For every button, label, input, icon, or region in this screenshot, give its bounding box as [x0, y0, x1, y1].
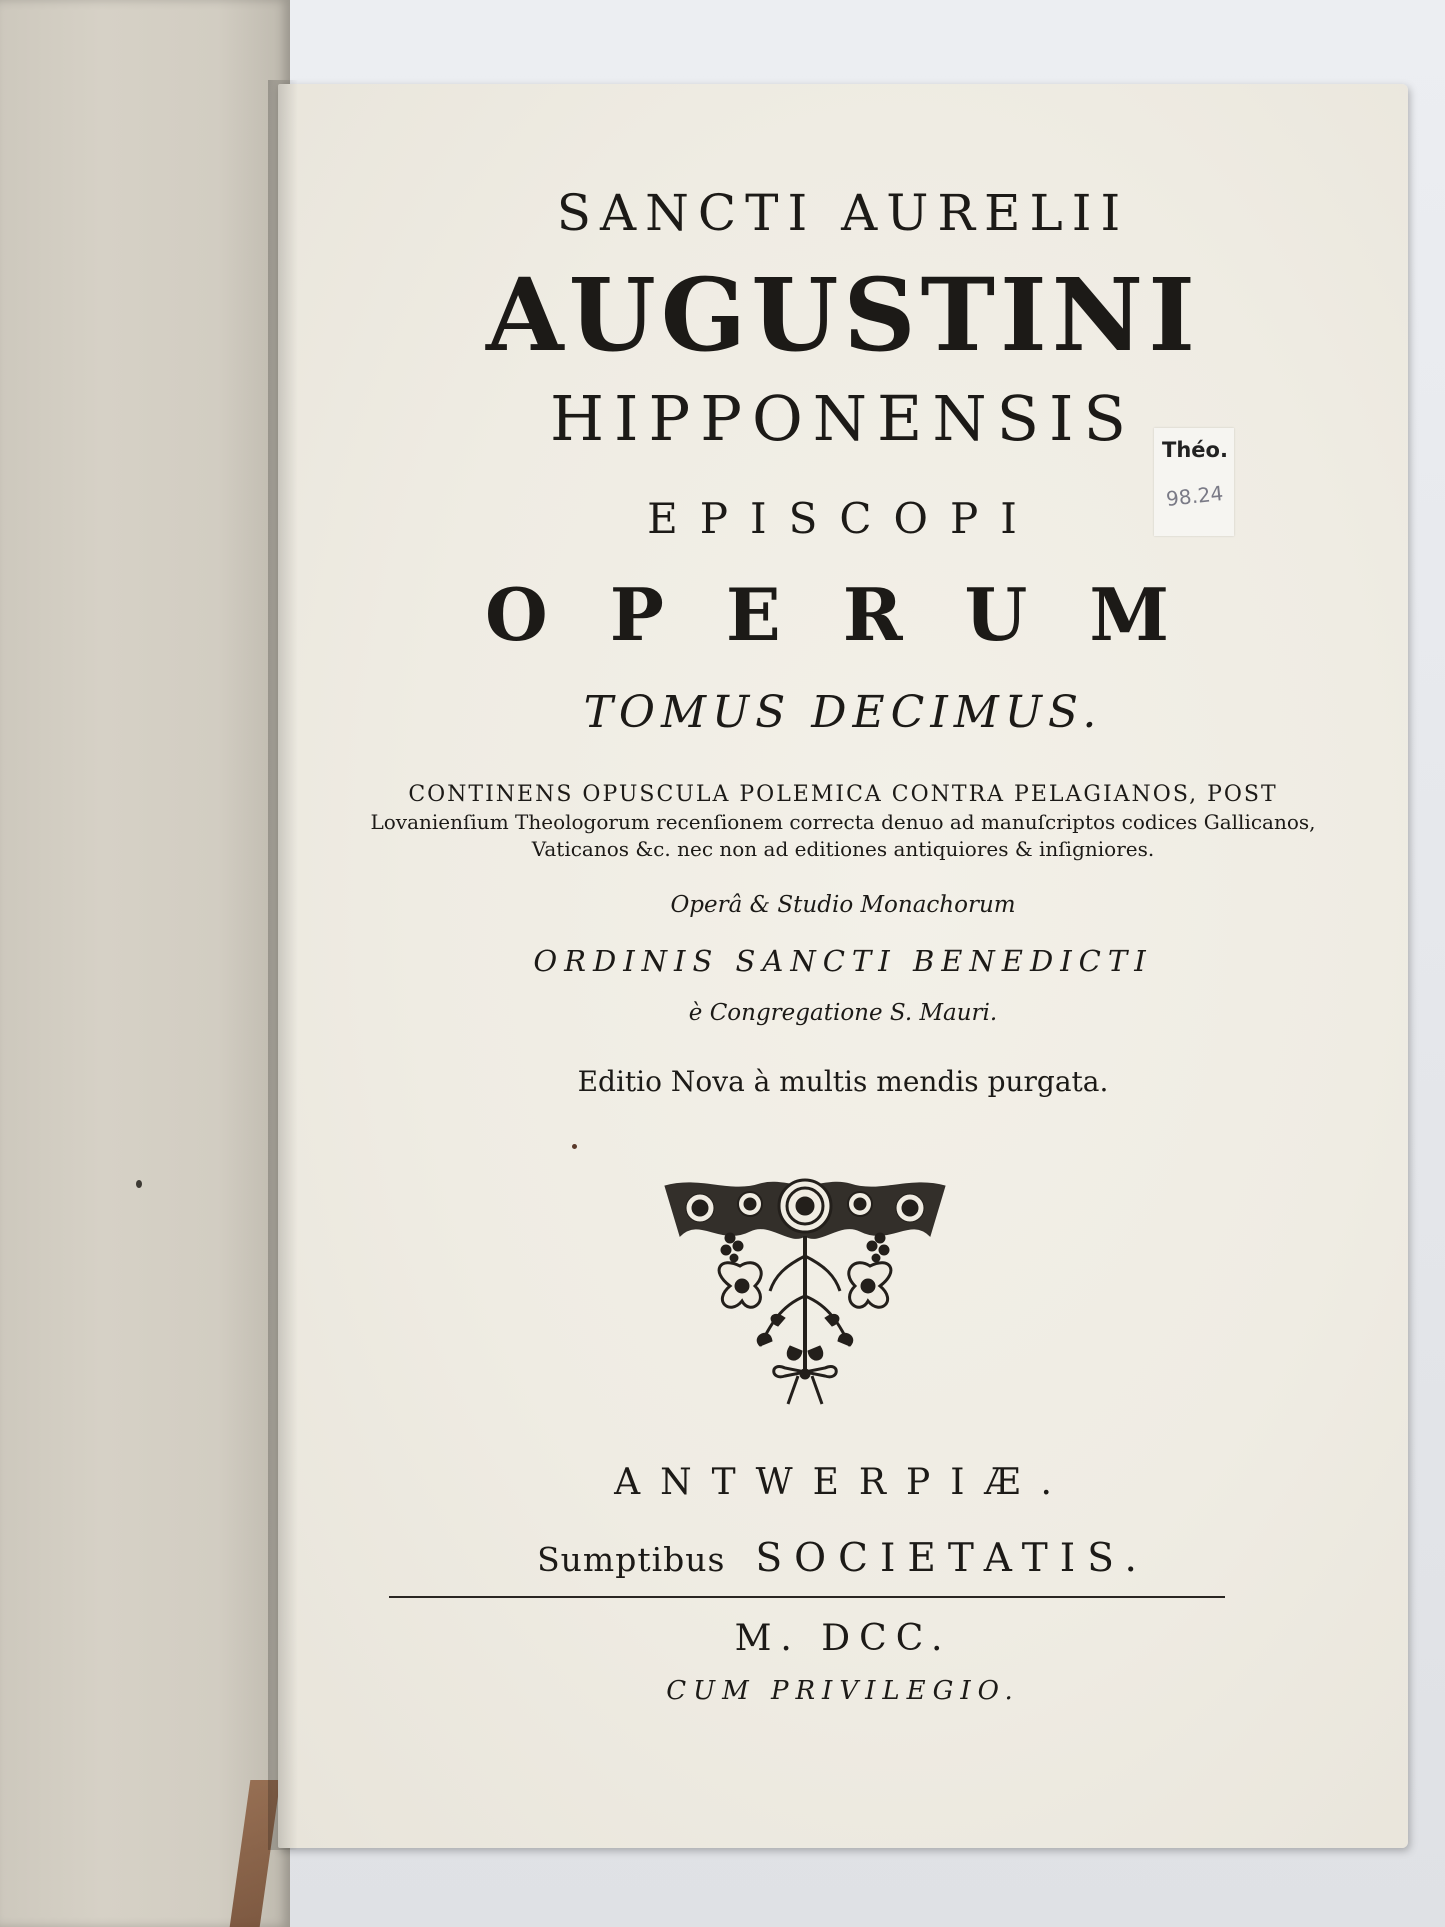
library-shelf-label	[1154, 428, 1234, 536]
edition-line: Editio Nova à multis mendis purgata.	[577, 1065, 1109, 1098]
left-endpaper	[0, 0, 290, 1927]
imprint-rule	[389, 1596, 1225, 1598]
publisher-name: SOCIETATIS.	[755, 1536, 1149, 1581]
imprint-year: M. DCC.	[734, 1618, 952, 1659]
library-label-number: 98.24	[1164, 481, 1225, 511]
title-line-augustini: AUGUSTINI	[486, 256, 1200, 374]
paper-spot	[136, 1180, 142, 1188]
privilege-line: CUM PRIVILEGIO.	[666, 1676, 1020, 1706]
volume-line: TOMUS DECIMUS.	[583, 687, 1103, 738]
order-line: ORDINIS SANCTI BENEDICTI	[533, 944, 1153, 978]
title-line-sancti-aurelii: SANCTI AURELII	[556, 184, 1130, 242]
imprint-place: ANTWERPIÆ.	[614, 1462, 1072, 1503]
gutter-shadow	[268, 80, 298, 1850]
contents-line-3: Vaticanos &c. nec non ad editiones antiquiores & inſigniores.	[531, 837, 1155, 861]
ink-speck	[572, 1144, 577, 1149]
opera-line: Operâ & Studio Monachorum	[670, 892, 1016, 918]
imprint-publisher	[278, 1536, 1408, 1581]
title-line-episcopi: EPISCOPI	[647, 494, 1039, 543]
publisher-prefix: Sumptibus	[537, 1540, 726, 1579]
library-label-section: Théo.	[1162, 438, 1228, 462]
contents-line-2: Lovanienſium Theologorum recenſionem correcta denuo ad manuſcriptos codices Gallicanos,	[370, 810, 1316, 834]
title-page	[278, 84, 1408, 1848]
title-line-operum: OPERUM	[484, 572, 1232, 657]
contents-line-1: CONTINENS OPUSCULA POLEMICA CONTRA PELAGIANOS, POST	[408, 782, 1278, 807]
floral-basket-vignette-icon	[660, 1176, 950, 1410]
congregation-line: è Congregatione S. Mauri.	[688, 1000, 998, 1026]
title-line-hipponensis: HIPPONENSIS	[549, 382, 1137, 455]
